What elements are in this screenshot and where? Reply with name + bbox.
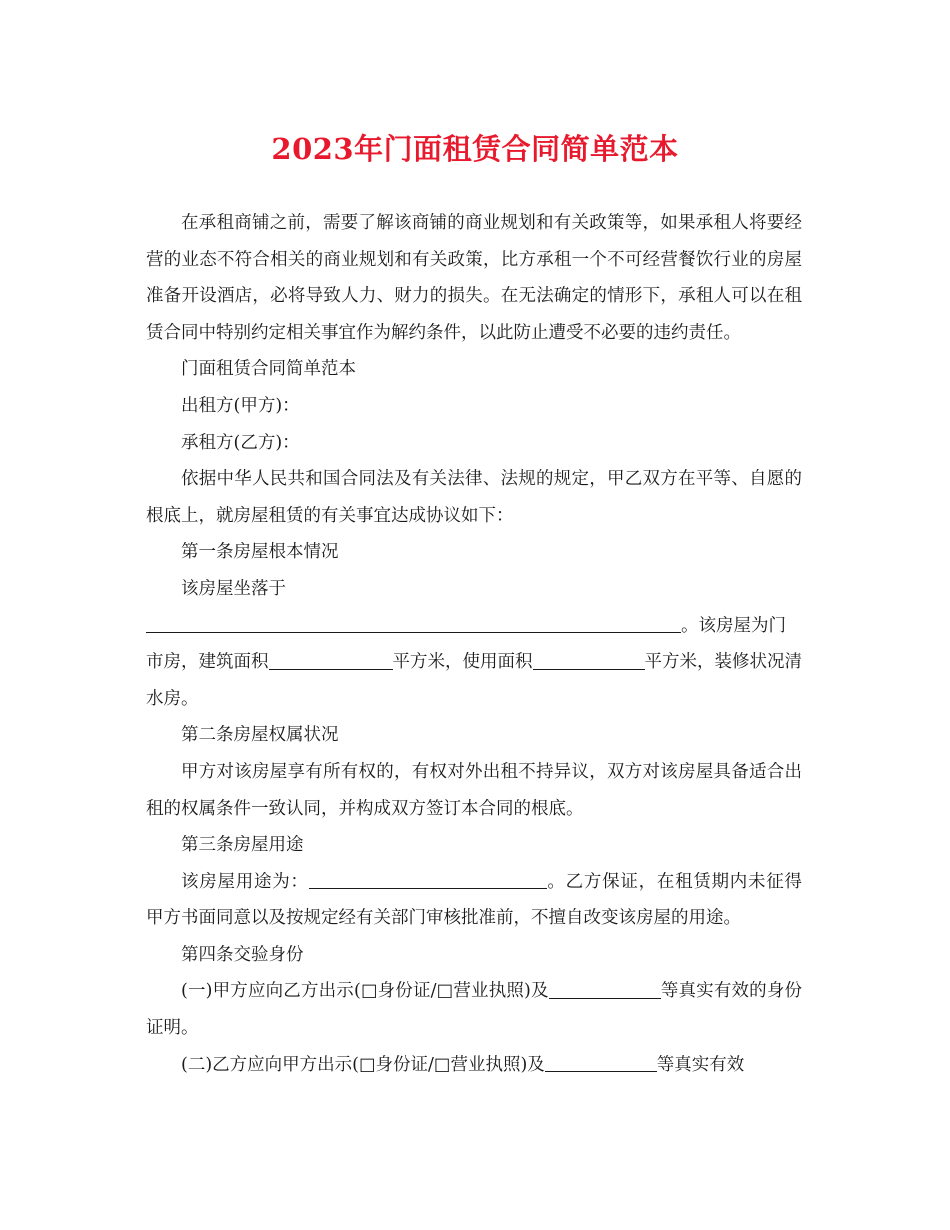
article1-area-part2: 平方米，使用面积 xyxy=(392,652,533,673)
article4-item1 xyxy=(146,973,802,1046)
article1-heading: 第一条房屋根本情况 xyxy=(181,542,339,563)
document-body xyxy=(146,205,802,1083)
document-title: 2023年门面租赁合同简单范本 xyxy=(271,132,679,166)
article4-item1-suffix: 等真实有效的身份证明。 xyxy=(146,981,802,1039)
intro-paragraph: 在承租商铺之前，需要了解该商铺的商业规划和有关政策等，如果承租人将要经营的业态不符合相关的商业规划和有关政策，比方承租一个不可经营餐饮行业的房屋准备开设酒店，必将导致人力、财力的损失。在无法确定的情形下，承租人可以在租赁合同中特别约定相关事宜作为解约条件，以此防止遭受不必要的违约责任。 xyxy=(146,213,802,343)
building-area-blank xyxy=(269,650,393,669)
lessee-line: 承租方(乙方)： xyxy=(181,432,300,453)
article2-heading: 第二条房屋权属状况 xyxy=(181,725,339,746)
article3-heading: 第三条房屋用途 xyxy=(181,835,304,856)
lessor-line: 出租方(甲方)： xyxy=(181,395,300,416)
usable-area-blank xyxy=(533,650,645,669)
article1-location-line xyxy=(146,608,802,645)
preamble-paragraph: 依据中华人民共和国合同法及有关法律、法规的规定，甲乙双方在平等、自愿的根底上，就房屋租赁的有关事宜达成协议如下： xyxy=(146,469,802,526)
article4-item2 xyxy=(146,1047,802,1084)
item2-blank xyxy=(545,1053,657,1072)
usage-blank xyxy=(309,870,547,889)
article1-location-suffix: 。该房屋为门 xyxy=(681,615,786,636)
article2-paragraph: 甲方对该房屋享有所有权的，有权对外出租不持异议，双方对该房屋具备适合出租的权属条件一致认同，并构成双方签订本合同的根底。 xyxy=(146,761,802,819)
article3-prefix: 该房屋用途为： xyxy=(181,871,309,892)
article1-location-prefix: 该房屋坐落于 xyxy=(181,578,286,599)
item1-blank xyxy=(549,980,661,999)
article3-suffix: 。乙方保证，在租赁期内未征得甲方书面同意以及按规定经有关部门审核批准前，不擅自改变该房屋的用途。 xyxy=(146,871,803,929)
article4-item1-prefix: (一)甲方应向乙方出示(□身份证/□营业执照)及 xyxy=(181,981,549,1002)
article4-item2-suffix: 等真实有效 xyxy=(656,1054,745,1075)
subtitle-line: 门面租赁合同简单范本 xyxy=(181,359,356,380)
article1-area-part1: 市房，建筑面积 xyxy=(146,652,269,673)
article1-area-part3: 平方米，装修状况清水房。 xyxy=(146,652,802,709)
location-blank xyxy=(146,614,681,633)
article3-paragraph xyxy=(146,864,802,937)
article4-item2-prefix: (二)乙方应向甲方出示(□身份证/□营业执照)及 xyxy=(181,1054,545,1075)
article4-heading: 第四条交验身份 xyxy=(181,944,304,965)
article1-area-paragraph xyxy=(146,644,802,717)
